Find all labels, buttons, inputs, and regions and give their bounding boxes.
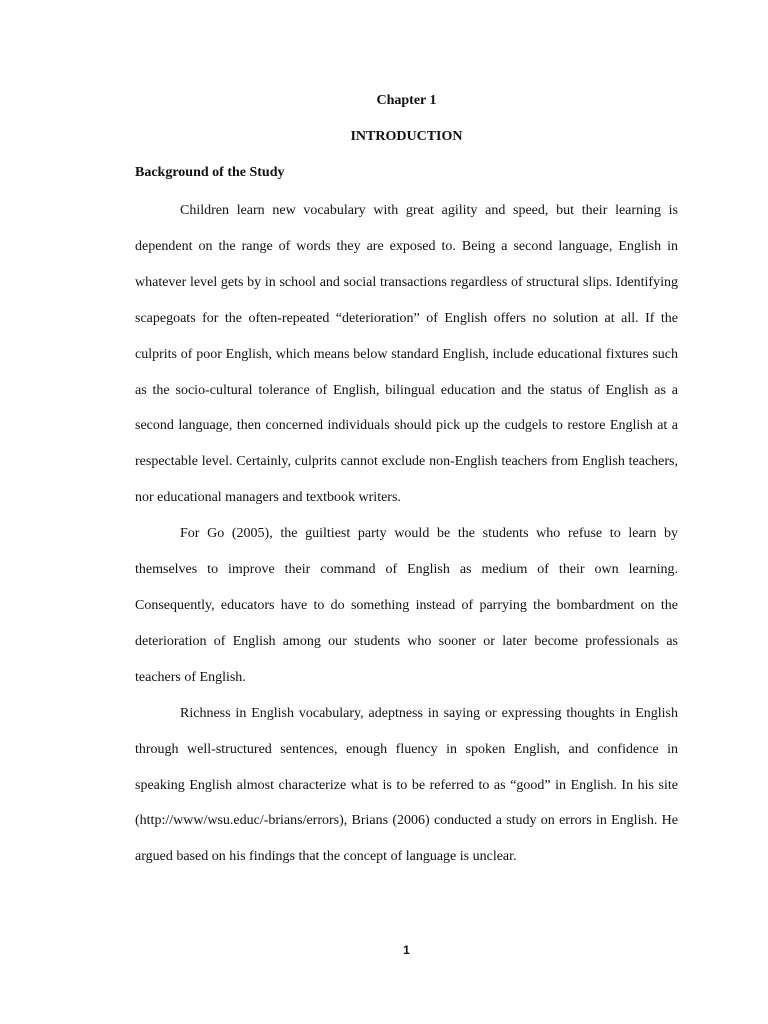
chapter-label: Chapter 1 bbox=[376, 93, 437, 108]
page-number: 1 bbox=[403, 943, 410, 957]
body-text bbox=[135, 193, 678, 875]
paragraph-1: Children learn new vocabulary with great agility and speed, but their learning is dependent on the range of words they are exposed to. Being a second language, English in whatever level gets by in school and social transactions regardless of structural slips. Identifying scapegoats for the often-repeated “deterioration” of English offers no solution at all. If the culprits of poor English, which means below standard English, include educational fixtures such as the socio-cultural tolerance of English, bilingual education and the status of English as a second language, then concerned individuals should pick up the cudgels to restore English at a respectable level. Certainly, culprits cannot exclude non-English teachers from English teachers, nor educational managers and textbook writers. bbox=[135, 203, 678, 506]
paragraph-2: For Go (2005), the guiltiest party would be the students who refuse to learn by themselves to improve their command of English as medium of their own learning. Consequently, educators have to do something instead of parrying the bombardment on the deterioration of English among our students who sooner or later become professionals as teachers of English. bbox=[135, 526, 678, 685]
chapter-title: INTRODUCTION bbox=[350, 129, 463, 144]
paragraph-3: Richness in English vocabulary, adeptness in saying or expressing thoughts in English through well-structured sentences, enough fluency in spoken English, and confidence in speaking English almost characterize what is to be referred to as “good” in English. In his site (http://www/wsu.educ/-brians/errors), Brians (2006) conducted a study on errors in English. He argued based on his findings that the concept of language is unclear. bbox=[135, 705, 678, 865]
section-heading: Background of the Study bbox=[135, 165, 285, 180]
